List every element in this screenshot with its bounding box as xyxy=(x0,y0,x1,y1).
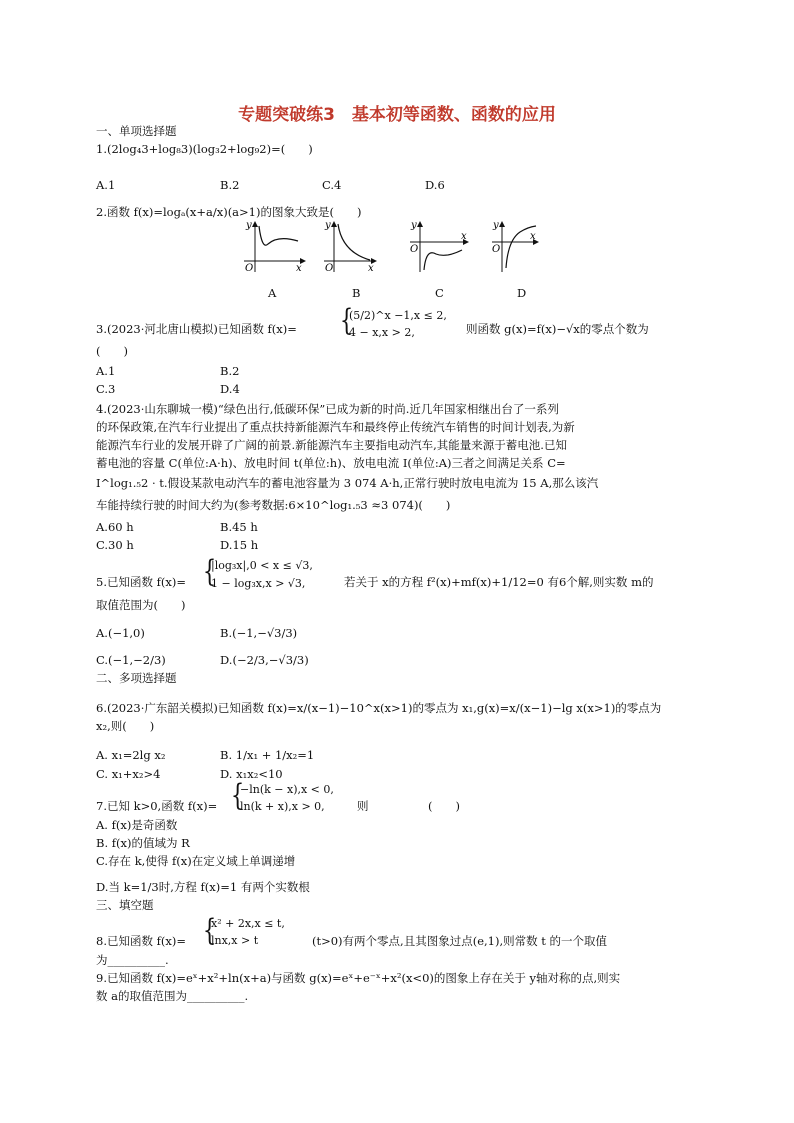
question-5-stem: 5.已知函数 f(x)= xyxy=(96,575,186,589)
q2-graph-c-y-label: y xyxy=(411,220,417,231)
section-heading-fill-blank: 三、填空题 xyxy=(96,898,154,912)
question-4-line-2: 的环保政策,在汽车行业提出了重点扶持新能源汽车和最终停止传统汽车销售的时间计划表,为新 xyxy=(96,420,575,434)
q5-option-a: A.(−1,0) xyxy=(96,626,145,640)
q7-case-1: −ln(k − x),x < 0, xyxy=(240,783,334,796)
q7-option-c: C.存在 k,使得 f(x)在定义域上单调递增 xyxy=(96,854,296,868)
q4-option-a: A.60 h xyxy=(96,520,134,534)
q6-option-a: A. x₁=2lg x₂ xyxy=(96,748,166,762)
q5-option-c: C.(−1,−2/3) xyxy=(96,653,166,667)
question-4-line-5: I^log₁.₅2 · t.假设某款电动汽车的蓄电池容量为 3 074 A·h,正常行驶时放电电流为 15 A,那么该汽 xyxy=(96,476,599,490)
q1-option-b: B.2 xyxy=(220,178,240,192)
q5-brace: { xyxy=(202,554,217,589)
q2-graph-b-x-label: x xyxy=(368,263,374,274)
q2-graphs xyxy=(230,218,540,278)
question-4-line-1: 4.(2023·山东聊城一模)“绿色出行,低碳环保”已成为新的时尚.近几年国家相继出台了一系列 xyxy=(96,402,559,416)
question-7-stem: 7.已知 k>0,函数 f(x)= xyxy=(96,799,218,813)
q3-option-a: A.1 xyxy=(96,364,116,378)
q2-graph-d-y-label: y xyxy=(493,220,499,231)
question-2-stem: 2.函数 f(x)=logₐ(x+a/x)(a>1)的图象大致是( ) xyxy=(96,205,362,219)
q2-graph-a-origin: O xyxy=(245,263,254,274)
question-6-line-1: 6.(2023·广东韶关模拟)已知函数 f(x)=x/(x−1)−10^x(x>1)的零点为 x₁,g(x)=x/(x−1)−lg x(x>1)的零点为 xyxy=(96,701,662,715)
q5-case-2: 1 − log₃x,x > √3, xyxy=(211,577,306,590)
q2-label-c: C xyxy=(435,286,444,300)
q5-line-2: 取值范围为( ) xyxy=(96,598,186,612)
q2-label-b: B xyxy=(352,286,361,300)
q1-option-d: D.6 xyxy=(425,178,445,192)
q8-case-1: x² + 2x,x ≤ t, xyxy=(211,917,285,930)
q4-option-c: C.30 h xyxy=(96,538,134,552)
q8-suffix: (t>0)有两个零点,且其图象过点(e,1),则常数 t 的一个取值 xyxy=(312,934,608,948)
q8-case-2: lnx,x > t xyxy=(211,934,259,947)
q2-graph-a-y-label: y xyxy=(246,220,252,231)
q2-graph-d xyxy=(492,220,538,272)
q2-graph-c xyxy=(410,220,468,272)
q5-option-b: B.(−1,−√3/3) xyxy=(220,626,298,640)
question-6-line-2: x₂,则( ) xyxy=(96,719,155,733)
question-1-stem: 1.(2log₄3+log₈3)(log₃2+log₉2)=( ) xyxy=(96,142,313,156)
question-9-line-1: 9.已知函数 f(x)=eˣ+x²+ln(x+a)与函数 g(x)=eˣ+e⁻ˣ+x²(x<0)的图象上存在关于 y轴对称的点,则实 xyxy=(96,971,621,985)
q6-option-b: B. 1/x₁ + 1/x₂=1 xyxy=(220,748,315,762)
q2-graph-b-y-label: y xyxy=(325,220,331,231)
q5-suffix: 若关于 x的方程 f²(x)+mf(x)+1/12=0 有6个解,则实数 m的 xyxy=(344,575,654,589)
q2-graph-a xyxy=(244,220,305,274)
q7-option-b: B. f(x)的值域为 R xyxy=(96,836,190,850)
q7-brace: { xyxy=(230,778,245,813)
q7-suffix: 则 xyxy=(357,799,369,813)
question-4-line-6: 车能持续行驶的时间大约为(参考数据:6×10^log₁.₅3 ≈3 074)( ) xyxy=(96,498,451,512)
q2-label-a: A xyxy=(268,286,277,300)
q2-graph-b-origin: O xyxy=(325,263,334,274)
q2-graph-c-x-label: x xyxy=(461,231,467,242)
section-heading-multiple-choice: 二、多项选择题 xyxy=(96,671,177,685)
q2-graph-d-x-label: x xyxy=(530,231,536,242)
q7-case-2: ln(k + x),x > 0, xyxy=(240,800,325,813)
q3-option-b: B.2 xyxy=(220,364,240,378)
q3-answer-blank: ( ) xyxy=(96,344,128,358)
question-3-stem: 3.(2023·河北唐山模拟)已知函数 f(x)= xyxy=(96,322,297,336)
page-title: 专题突破练3 基本初等函数、函数的应用 xyxy=(238,105,556,125)
q6-option-d: D. x₁x₂<10 xyxy=(220,767,283,781)
q4-option-b: B.45 h xyxy=(220,520,258,534)
q3-option-c: C.3 xyxy=(96,382,116,396)
q4-option-d: D.15 h xyxy=(220,538,259,552)
q2-graph-d-origin: O xyxy=(492,244,501,255)
question-4-line-3: 能源汽车行业的发展开辟了广阔的前景.新能源汽车主要指电动汽车,其能量来源于蓄电池.已知 xyxy=(96,438,567,452)
q6-option-c: C. x₁+x₂>4 xyxy=(96,767,161,781)
q3-case-1: (5/2)^x −1,x ≤ 2, xyxy=(349,309,447,322)
question-8-stem: 8.已知函数 f(x)= xyxy=(96,934,186,948)
q2-graph-a-x-label: x xyxy=(296,263,302,274)
q1-option-a: A.1 xyxy=(96,178,116,192)
q3-suffix: 则函数 g(x)=f(x)−√x的零点个数为 xyxy=(466,322,649,336)
q3-option-d: D.4 xyxy=(220,382,240,396)
q3-case-2: 4 − x,x > 2, xyxy=(349,326,415,339)
section-heading-single-choice: 一、单项选择题 xyxy=(96,124,177,138)
q7-option-d: D.当 k=1/3时,方程 f(x)=1 有两个实数根 xyxy=(96,880,310,894)
question-9-line-2: 数 a的取值范围为__________. xyxy=(96,989,249,1003)
q8-line-2: 为__________. xyxy=(96,953,169,967)
q7-answer-blank: ( ) xyxy=(428,799,460,813)
q5-case-1: |log₃x|,0 < x ≤ √3, xyxy=(211,559,313,572)
q3-brace: { xyxy=(339,303,354,338)
q1-option-c: C.4 xyxy=(322,178,342,192)
q2-graph-b xyxy=(324,220,376,274)
q2-label-d: D xyxy=(517,286,527,300)
q8-brace: { xyxy=(202,913,217,948)
q7-option-a: A. f(x)是奇函数 xyxy=(96,818,178,832)
q2-graph-c-origin: O xyxy=(410,244,419,255)
q5-option-d: D.(−2/3,−√3/3) xyxy=(220,653,309,667)
question-4-line-4: 蓄电池的容量 C(单位:A·h)、放电时间 t(单位:h)、放电电流 I(单位:A)三者之间满足关系 C= xyxy=(96,456,566,470)
